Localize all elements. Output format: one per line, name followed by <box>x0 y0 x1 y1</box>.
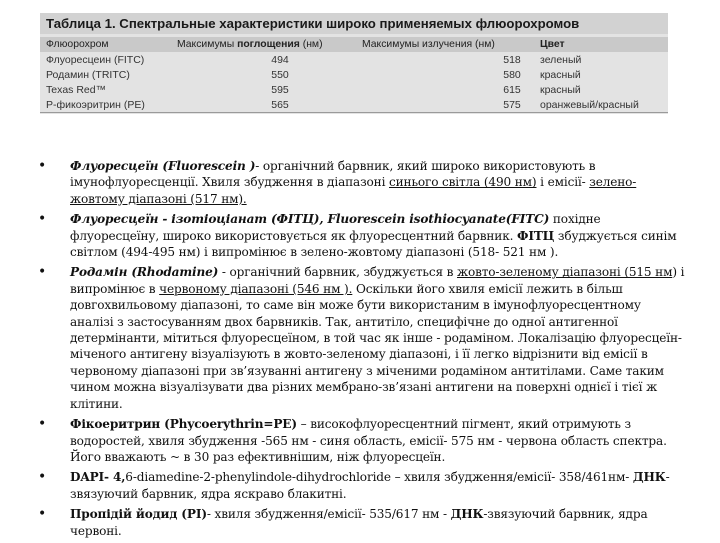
cell-emission: 575 <box>503 99 521 111</box>
cell-name: Р-фикоэритрин (PE) <box>46 99 145 111</box>
bullet-term: Пропідій йодид (PI) <box>70 507 207 522</box>
bullet-fluorescein: • Флуоресцеїн (Fluorescein )- органічний барвник, який широко використовують в імунофлуоресценції. Хвиля збудження в діапазоні синього світла (490 нм) і емісії- зелено-жовтому діапазоні (517 нм). <box>38 158 686 207</box>
table-title: Таблица 1. Спектральные характеристики широко применяемых флюорохромов <box>40 13 668 34</box>
cell-name: Родамин (TRITC) <box>46 69 130 81</box>
bullet-term: Флуоресцеїн - ізотіоціанат (ФІТЦ), Fluorescein isothiocyanate(FITC) <box>70 212 550 227</box>
cell-name: Texas Red™ <box>46 84 107 96</box>
cell-color: оранжевый/красный <box>540 99 639 111</box>
table-row <box>40 68 668 83</box>
table-row <box>40 83 668 98</box>
cell-absorption: 595 <box>271 84 289 96</box>
table-row <box>40 98 668 113</box>
header-emission: Максимумы излучения (нм) <box>362 39 495 50</box>
cell-absorption: 550 <box>271 69 289 81</box>
header-fluorochrome: Флюорохром <box>46 39 109 50</box>
cell-emission: 518 <box>503 54 521 66</box>
table-body <box>40 53 668 113</box>
cell-color: зеленый <box>540 54 582 66</box>
bullet-dapi: • DAPI- 4,6-diamedine-2-phenylindole-dihydrochloride – хвиля збудження/емісії- 358/461нм- ДНК-звязуючий барвник, ядра яскраво блакитні. <box>38 469 686 502</box>
bullet-term: DAPI- 4, <box>70 470 126 485</box>
bullet-term: Фікоеритрин (Phycoerythrin=PE) <box>70 417 297 432</box>
cell-absorption: 565 <box>271 99 289 111</box>
cell-name: Флуоресцеин (FITC) <box>46 54 145 66</box>
bullet-fitc: • Флуоресцеїн - ізотіоціанат (ФІТЦ), Fluorescein isothiocyanate(FITC) похідне флуоресцеїну, широко використовується як флуоресцентний барвник. ФІТЦ збуджується синім світлом (494-495 нм) і випромінює в зелено-жовтому діапазоні (518- 521 нм ). <box>38 211 686 260</box>
bullet-rhodamine: • Родамін (Rhodamine) - органічний барвник, збуджується в жовто-зеленому діапазоні (515 нм) і випромінює в червоному діапазоні (546 нм ). Оскільки його хвиля емісії лежить в більш довгохвильовому діапазоні, то саме він може бути використаним в імунофлуоресцентному аналізі з застосуванням двох барвників. Так, антитіло, специфічне до одної антигенної детермінанти, мітиться флуоресцеїном, в той час як інше - родаміном. Локалізацію флуоресцеїн- міченого антигену візуалізують в жовто-зеленому діапазоні, і її легко відрізнити від емісії в червоному діапазоні при зв’язуванні антигену з міченими родаміном антитілами. Саме таким чином можна візуалізувати два різних мембрано-зв’язані антигени на поверхні однієї і тієї ж клітини. <box>38 264 686 412</box>
cell-emission: 615 <box>503 84 521 96</box>
cell-color: красный <box>540 84 581 96</box>
bullet-phycoerythrin: • Фікоеритрин (Phycoerythrin=PE) – високофлуоресцентний пігмент, який отримують з водоростей, хвиля збудження -565 нм - синя область, емісії- 575 нм - червона область спектра. Його вважають ~ в 30 раз ефективнішим, ніж флуоресцеїн. <box>38 416 686 465</box>
table-bottom-rule <box>40 112 668 113</box>
cell-emission: 580 <box>503 69 521 81</box>
bullet-term: Флуоресцеїн (Fluorescein ) <box>70 159 256 173</box>
table-row <box>40 53 668 68</box>
bullet-term: Родамін (Rhodamine) <box>70 265 219 280</box>
table-header-row <box>40 37 668 52</box>
fluorochrome-table <box>40 13 668 114</box>
fluorochrome-bullet-list <box>38 158 686 543</box>
header-absorption: Максимумы поглощения (нм) <box>177 39 323 50</box>
cell-color: красный <box>540 69 581 81</box>
header-color: Цвет <box>540 39 565 50</box>
cell-absorption: 494 <box>271 54 289 66</box>
bullet-propidium-iodide: • Пропідій йодид (PI)- хвиля збудження/емісії- 535/617 нм - ДНК-звязуючий барвник, ядра червоні. <box>38 506 686 539</box>
